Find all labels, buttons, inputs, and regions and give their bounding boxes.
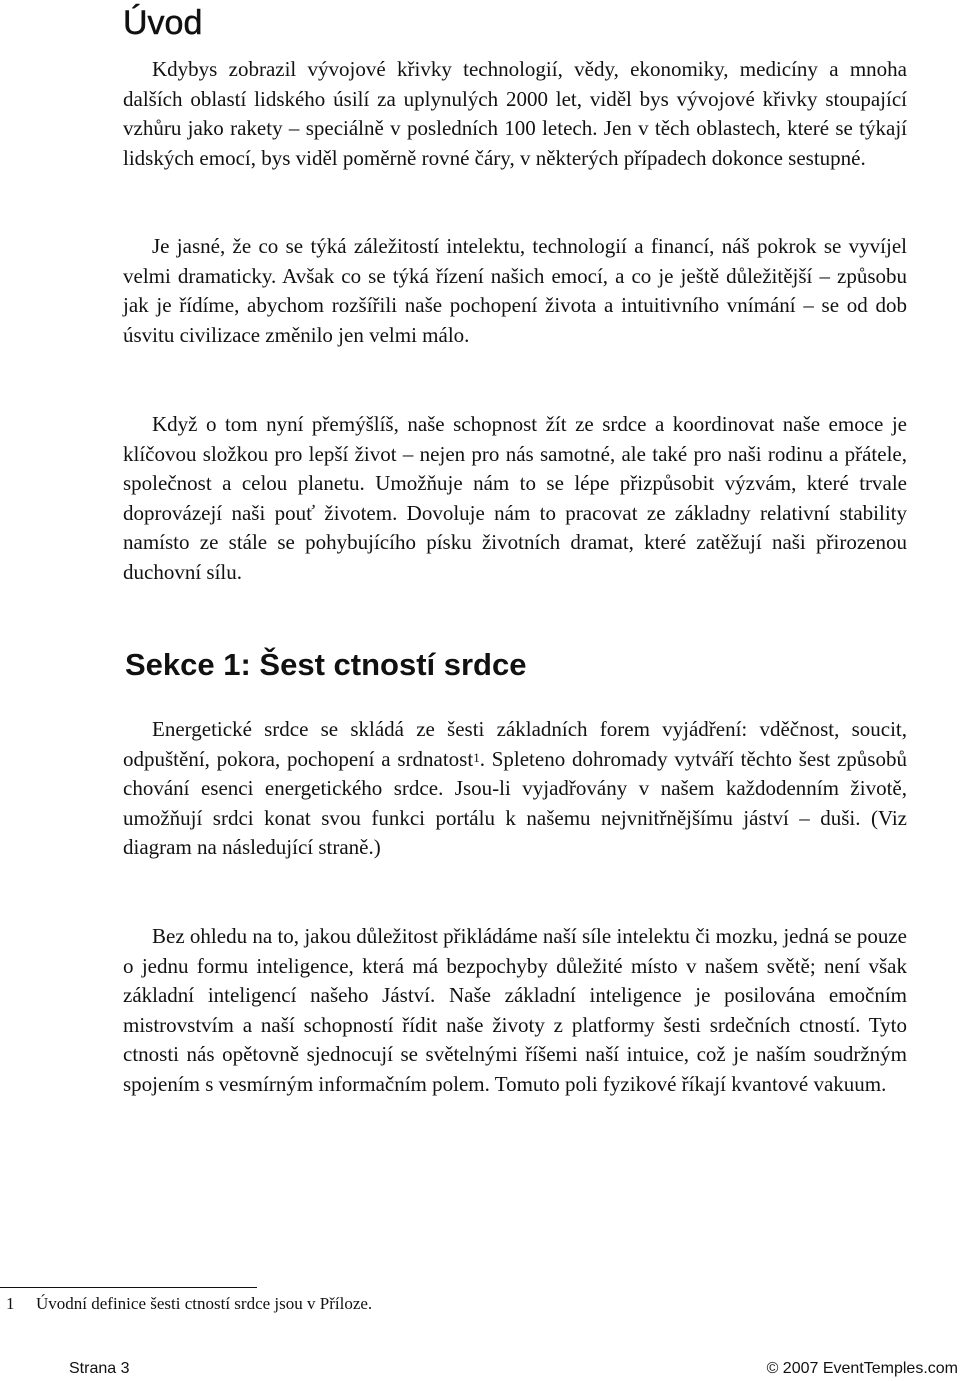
paragraph-text: . Spleteno dohromady vytváří těchto šest způsobů chování esenci energetického srdce. Jsou-li vyjadřovány v našem každodenním životě, umožňují srdci konat svou funkci portálu k našemu nejvnitřnějšímu jáství – duši. (Viz diagram na následující straně.) bbox=[123, 746, 907, 859]
intro-paragraph-1: Kdybys zobrazil vývojové křivky technologií, vědy, ekonomiky, medicíny a mnoha dalších oblastí lidského úsilí za uplynulých 2000 let, viděl bys vývojové křivky stoupající vzhůru jako rakety – speciálně v posledních 100 letech. Jen v těch oblastech, které se týkají lidských emocí, bys viděl poměrně rovné čáry, v některých případech dokonce sestupné. bbox=[123, 57, 907, 170]
footnote-reference[interactable]: 1 bbox=[473, 749, 480, 765]
footnote-divider bbox=[0, 1287, 257, 1288]
footnote bbox=[6, 1293, 372, 1315]
footnote-text: Úvodní definice šesti ctností srdce jsou v Příloze. bbox=[36, 1294, 373, 1313]
copyright-notice: © 2007 EventTemples.com bbox=[766, 1360, 958, 1377]
section1-paragraph-1 bbox=[123, 715, 907, 863]
paragraph-text: Energetické srdce se skládá ze šesti základních forem vyjádření: vděčnost, soucit, odpuštění, pokora, pochopení a srdnatost bbox=[123, 717, 907, 771]
intro-paragraph-2: Je jasné, že co se týká záležitostí intelektu, technologií a financí, náš pokrok se vyvíjel velmi dramaticky. Avšak co se týká řízení našich emocí, a co je ještě důležitější – způsobu jak je řídíme, abychom rozšířili naše pochopení života a intuitivního vnímání – se od dob úsvitu civilizace změnilo jen velmi málo. bbox=[123, 234, 907, 347]
section-heading-six-virtues: Sekce 1: Šest ctností srdce bbox=[125, 647, 527, 682]
section1-paragraph-2: Bez ohledu na to, jakou důležitost přikládáme naší síle intelektu či mozku, jedná se pouze o jednu formu inteligence, která má bezpochyby důležité místo v našem světě; není však základní inteligencí našeho Jáství. Naše základní inteligence je posilována emočním mistrovstvím a naší schopností řídit naše životy z platformy šesti srdečních ctností. Tyto ctnosti nás opětovně sjednocují se světelnými říšemi naší intuice, což je naším soudržným spojením s vesmírným informačním polem. Tomuto poli fyzikové říkají kvantové vakuum. bbox=[123, 924, 907, 1096]
footnote-number: 1 bbox=[6, 1294, 15, 1313]
page-number: Strana 3 bbox=[69, 1360, 130, 1377]
section-heading-intro: Úvod bbox=[123, 4, 203, 42]
intro-paragraph-3: Když o tom nyní přemýšlíš, naše schopnost žít ze srdce a koordinovat naše emoce je klíčovou složkou pro lepší život – nejen pro nás samotné, ale také pro naši rodinu a přátele, společnost a celou planetu. Umožňuje nám to se lépe přizpůsobit výzvám, které trvale doprovázejí naši pouť životem. Dovoluje nám to pracovat ze základny relativní stability namísto ze stále se pohybujícího písku životních dramat, které zatěžují naši přirozenou duchovní sílu. bbox=[123, 412, 907, 584]
